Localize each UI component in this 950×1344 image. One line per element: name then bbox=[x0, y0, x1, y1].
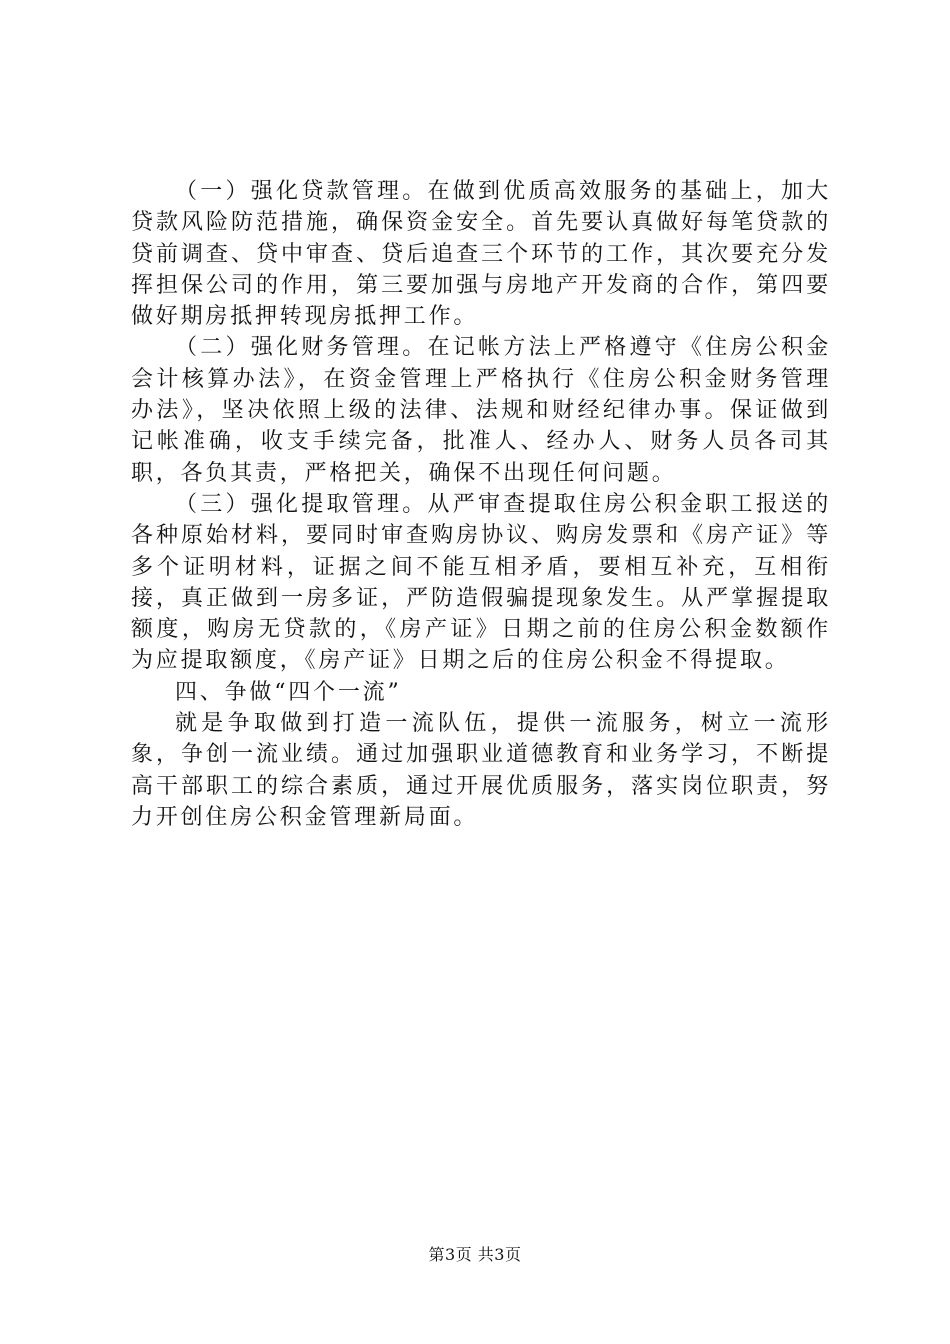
document-body bbox=[131, 176, 831, 833]
page-footer: 第3页 共3页 bbox=[428, 1245, 522, 1264]
paragraph-four-first-class: 就是争取做到打造一流队伍，提供一流服务，树立一流形象，争创一流业绩。通过加强职业道德教育和业务学习，不断提高干部职工的综合素质，通过开展优质服务，落实岗位职责，努力开创住房公积金管理新局面。 bbox=[131, 711, 831, 830]
section-heading-four-first-class: 四、争做“四个一流” bbox=[175, 679, 402, 705]
paragraph-finance-management: （二）强化财务管理。在记帐方法上严格遵守《住房公积金会计核算办法》，在资金管理上严格执行《住房公积金财务管理办法》，坚决依照上级的法律、法规和财经纪律办事。保证做到记帐准确，收支手续完备，批准人、经办人、财务人员各司其职，各负其责，严格把关，确保不出现任何问题。 bbox=[131, 335, 831, 486]
paragraph-withdrawal-management: （三）强化提取管理。从严审查提取住房公积金职工报送的各种原始材料，要同时审查购房协议、购房发票和《房产证》等多个证明材料，证据之间不能互相矛盾，要相互补充，互相衔接，真正做到一房多证，严防造假骗提现象发生。从严掌握提取额度，购房无贷款的，《房产证》日期之前的住房公积金数额作为应提取额度，《房产证》日期之后的住房公积金不得提取。 bbox=[131, 491, 831, 674]
paragraph-loan-management: （一）强化贷款管理。在做到优质高效服务的基础上，加大贷款风险防范措施，确保资金安全。首先要认真做好每笔贷款的贷前调查、贷中审查、贷后追查三个环节的工作，其次要充分发挥担保公司的作用，第三要加强与房地产开发商的合作，第四要做好期房抵押转现房抵押工作。 bbox=[131, 179, 831, 330]
